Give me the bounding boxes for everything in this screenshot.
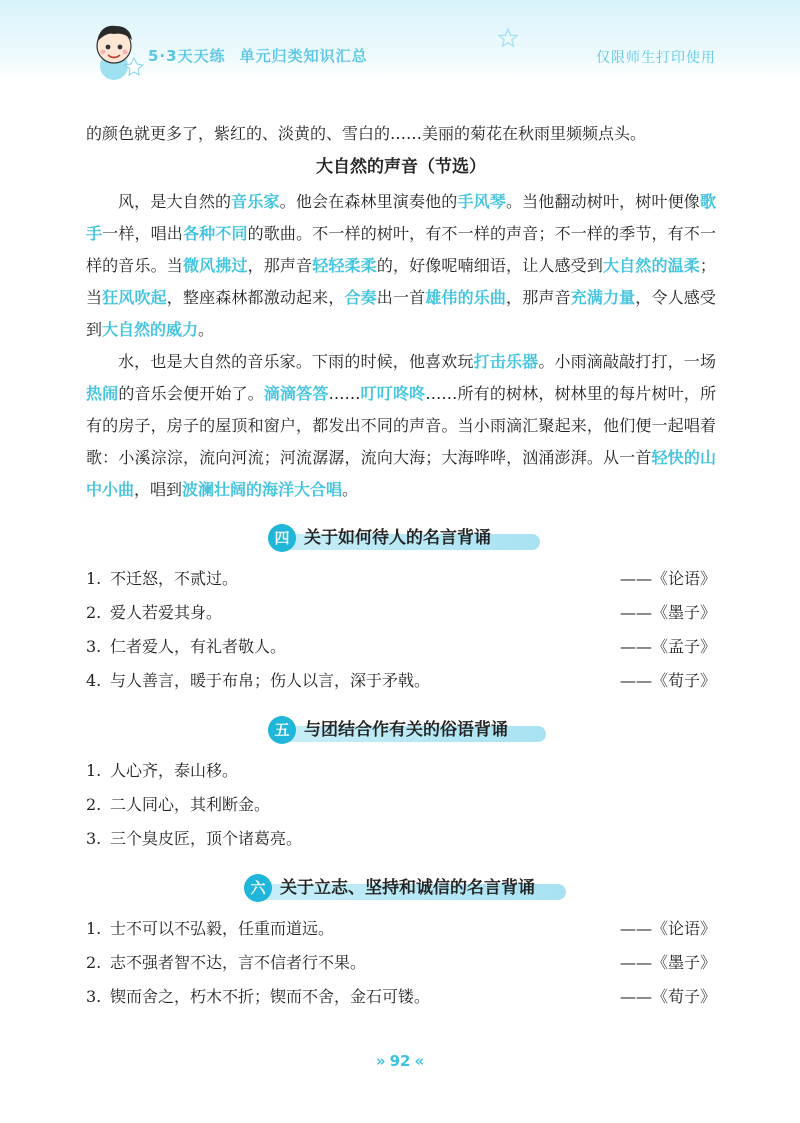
item-number: 1.	[86, 761, 102, 780]
chevron-left-icon: «	[414, 1052, 425, 1070]
highlighted-phrase: 滴滴答答	[263, 384, 329, 403]
poem-paragraph-1	[86, 186, 716, 346]
highlighted-phrase: 大自然的温柔	[602, 256, 700, 275]
text-run: ……	[328, 384, 361, 403]
quote-text: 三个臭皮匠，顶个诸葛亮。	[110, 829, 303, 848]
highlighted-phrase: 大自然的威力	[102, 320, 199, 339]
quote-text: 士不可以不弘毅，任重而道远。	[110, 919, 335, 938]
highlighted-phrase: 狂风吹起	[102, 288, 167, 307]
quote-text: 志不强者智不达，言不信者行不果。	[110, 953, 367, 972]
text-run: 。	[342, 480, 359, 499]
text-run: 的歌曲。不一样的树叶，有不一样的声音；不一样的季节，有不一样的音乐。当	[86, 224, 716, 275]
section-heading	[86, 712, 716, 746]
quote-source: ——《墨子》	[619, 953, 716, 972]
text-run: 风，是大自然的	[118, 192, 232, 211]
text-run: ，那声音	[247, 256, 313, 275]
quote-source: ——《荀子》	[619, 987, 716, 1006]
highlighted-phrase: 微风拂过	[182, 256, 248, 275]
quote-item	[86, 754, 716, 788]
quote-source: ——《墨子》	[619, 603, 716, 622]
quote-item	[86, 788, 716, 822]
section-title: 关于立志、坚持和诚信的名言背诵	[280, 878, 535, 898]
section-title: 关于如何待人的名言背诵	[304, 528, 491, 548]
highlighted-phrase: 雄伟的乐曲	[425, 288, 507, 307]
poem-title: 大自然的声音（节选）	[316, 157, 486, 177]
header-brand	[148, 45, 368, 66]
poem-paragraph-2	[86, 346, 716, 506]
text-run: 一样，唱出	[102, 224, 183, 243]
page-footer	[0, 1052, 800, 1070]
quote-source: ——《荀子》	[619, 671, 716, 690]
text-run: 水，也是大自然的音乐家。下雨的时候，他喜欢玩	[118, 352, 474, 371]
section-heading	[86, 520, 716, 554]
highlighted-phrase: 叮叮咚咚	[360, 384, 426, 403]
text-run: 。小雨滴敲敲打打，一场	[538, 352, 716, 371]
item-number: 4.	[86, 671, 102, 690]
highlighted-phrase: 音乐家	[231, 192, 280, 211]
section-number-badge: 六	[244, 874, 272, 902]
highlighted-phrase: 打击乐器	[473, 352, 539, 371]
quote-source: ——《论语》	[619, 919, 716, 938]
text-run: 。当他翻动树叶，树叶便像	[505, 192, 700, 211]
text-run: 出一首	[376, 288, 426, 307]
quote-item	[86, 912, 716, 946]
quote-item	[86, 562, 716, 596]
highlighted-phrase: 歌手	[86, 192, 716, 243]
mascot-boy-icon	[84, 18, 148, 82]
quote-text: 不迁怒，不贰过。	[110, 569, 239, 588]
quote-text: 仁者爱人，有礼者敬人。	[110, 637, 287, 656]
text-run: ，令人感受到	[86, 288, 716, 339]
section-title: 与团结合作有关的俗语背诵	[304, 720, 508, 740]
quote-item	[86, 980, 716, 1014]
intro-line: 的颜色就更多了，紫红的、淡黄的、雪白的……美丽的菊花在秋雨里频频点头。	[86, 124, 647, 143]
quote-item	[86, 664, 716, 698]
page-header	[0, 0, 800, 95]
text-run: 。他会在森林里演奏他的	[279, 192, 458, 211]
star-icon	[498, 28, 518, 48]
quote-source: ——《孟子》	[619, 637, 716, 656]
text-run: ……所有的树林，树林里的每片树叶，所有的房子，房子的屋顶和窗户，都发出不同的声音。当小雨滴汇聚起来，他们便一起唱着歌：小溪淙淙，流向河流；河流潺潺，流向大海；大海哗哗，汹涌澎湃。从一首	[86, 384, 716, 467]
text-run: ，唱到	[134, 480, 183, 499]
highlighted-phrase: 热闹	[86, 384, 119, 403]
section-heading	[86, 870, 716, 904]
quote-text: 锲而舍之，朽木不折；锲而不舍，金石可镂。	[110, 987, 431, 1006]
text-run: 。	[198, 320, 215, 339]
quote-item	[86, 822, 716, 856]
item-number: 3.	[86, 987, 102, 1006]
highlighted-phrase: 轻快的山中小曲	[86, 448, 716, 499]
item-number: 3.	[86, 637, 102, 656]
item-number: 3.	[86, 829, 102, 848]
text-run: ，整座森林都激动起来，	[166, 288, 345, 307]
quote-item	[86, 596, 716, 630]
item-number: 2.	[86, 953, 102, 972]
text-run: 的，好像呢喃细语，让人感受到	[376, 256, 603, 275]
section-number-badge: 四	[268, 524, 296, 552]
quote-text: 爱人若爱其身。	[110, 603, 223, 622]
highlighted-phrase: 各种不同	[182, 224, 248, 243]
section-list	[86, 520, 716, 1014]
quote-source: ——《论语》	[619, 569, 716, 588]
highlighted-phrase: 波澜壮阔的海洋大合唱	[182, 480, 343, 499]
quote-item	[86, 630, 716, 664]
chevron-right-icon: »	[375, 1052, 386, 1070]
item-number: 2.	[86, 795, 102, 814]
print-note: 仅限师生打印使用	[596, 50, 716, 66]
item-number: 1.	[86, 919, 102, 938]
brand-subtitle: 单元归类知识汇总	[239, 47, 368, 65]
quote-item	[86, 946, 716, 980]
highlighted-phrase: 手风琴	[457, 192, 506, 211]
page-number: 92	[389, 1052, 411, 1070]
brand-name: 5·3天天练	[148, 47, 226, 65]
quote-text: 二人同心，其利断金。	[110, 795, 271, 814]
highlighted-phrase: 充满力量	[570, 288, 636, 307]
text-run: ；当	[86, 256, 716, 307]
quote-text: 人心齐，泰山移。	[110, 761, 239, 780]
highlighted-phrase: 合奏	[344, 288, 377, 307]
item-number: 1.	[86, 569, 102, 588]
main-content	[86, 118, 716, 1014]
quote-text: 与人善言，暖于布帛；伤人以言，深于矛戟。	[110, 671, 431, 690]
highlighted-phrase: 轻轻柔柔	[312, 256, 377, 275]
item-number: 2.	[86, 603, 102, 622]
text-run: 的音乐会便开始了。	[118, 384, 264, 403]
section-number-badge: 五	[268, 716, 296, 744]
text-run: ，那声音	[506, 288, 571, 307]
